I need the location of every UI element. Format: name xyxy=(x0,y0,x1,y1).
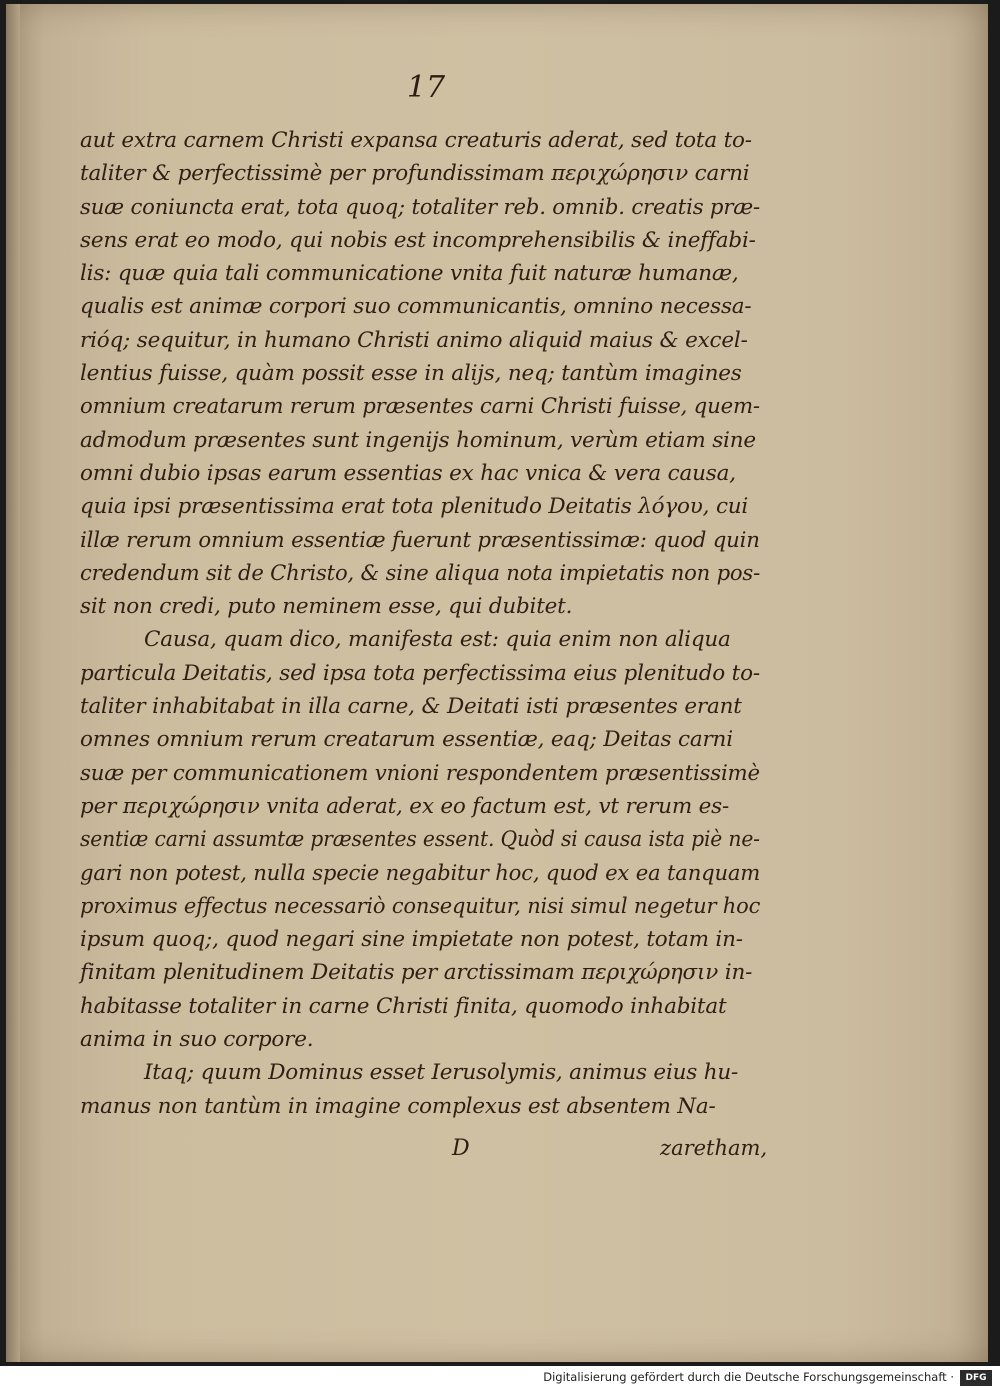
digitization-footer xyxy=(0,1366,1000,1390)
text-line: particula Deitatis, sed ipsa tota perfectissima eius plenitudo to- xyxy=(80,660,760,686)
text-line: sens erat eo modo, qui nobis est incomprehensibilis & ineffabi- xyxy=(80,227,756,253)
body-text xyxy=(80,124,760,1123)
text-line: taliter inhabitabat in illa carne, & Deitati isti præsentes erant xyxy=(80,694,742,720)
page-number: 17 xyxy=(406,70,446,105)
text-line: ipsum quoq;, quod negari sine impietate non potest, totam in- xyxy=(80,927,743,953)
text-line: proximus effectus necessariò consequitur, nisi simul negetur hoc xyxy=(80,893,761,919)
text-line: quia ipsi præsentissima erat tota plenitudo Deitatis λόγου, cui xyxy=(80,494,749,520)
text-line: rióq; sequitur, in humano Christi animo aliquid maius & excel- xyxy=(80,327,748,353)
text-line: sentiæ carni assumtæ præsentes essent. Quòd si causa ista piè ne- xyxy=(80,827,760,853)
text-line: illæ rerum omnium essentiæ fuerunt præsentissimæ: quod quin xyxy=(80,527,760,553)
text-line: manus non tantùm in imagine complexus est absentem Na- xyxy=(80,1093,716,1119)
text-line: finitam plenitudinem Deitatis per arctissimam περιχώρησιν in- xyxy=(80,960,753,986)
text-line: qualis est animæ corpori suo communicantis, omnino necessa- xyxy=(80,294,752,320)
signature-mark: D xyxy=(452,1136,470,1161)
text-line: omnium creatarum rerum præsentes carni Christi fuisse, quem- xyxy=(80,394,760,420)
text-line: suæ per communicationem vnioni respondentem præsentissimè xyxy=(80,760,760,786)
text-line: sit non credi, puto neminem esse, qui dubitet. xyxy=(80,594,573,620)
text-line: Itaq; quum Dominus esset Ierusolymis, animus eius hu- xyxy=(144,1060,739,1086)
text-line: lis: quæ quia tali communicatione vnita fuit naturæ humanæ, xyxy=(80,261,739,287)
text-line: lentius fuisse, quàm possit esse in alijs, neq; tantùm imagines xyxy=(80,361,742,387)
text-line: anima in suo corpore. xyxy=(80,1027,314,1053)
text-line: habitasse totaliter in carne Christi finita, quomodo inhabitat xyxy=(80,993,727,1019)
footer-credit-text: Digitalisierung gefördert durch die Deutsche Forschungsgemeinschaft · xyxy=(543,1370,954,1384)
catchword: zaretham, xyxy=(660,1136,768,1160)
text-line: per περιχώρησιν vnita aderat, ex eo factum est, vt rerum es- xyxy=(80,793,730,819)
page-bottom-marks xyxy=(0,1136,1000,1170)
text-line: suæ coniuncta erat, tota quoq; totaliter reb. omnib. creatis præ- xyxy=(80,194,760,220)
text-line: taliter & perfectissimè per profundissimam περιχώρησιν carni xyxy=(80,161,750,187)
text-line: Causa, quam dico, manifesta est: quia enim non aliqua xyxy=(144,627,731,653)
text-line: credendum sit de Christo, & sine aliqua nota impietatis non pos- xyxy=(80,560,761,586)
dfg-logo-icon: DFG xyxy=(960,1370,992,1386)
text-line: omnes omnium rerum creatarum essentiæ, eaq; Deitas carni xyxy=(80,727,733,753)
text-line: gari non potest, nulla specie negabitur hoc, quod ex ea tanquam xyxy=(80,860,761,886)
text-line: admodum præsentes sunt ingenijs hominum, verùm etiam sine xyxy=(80,427,756,453)
text-line: omni dubio ipsas earum essentias ex hac vnica & vera causa, xyxy=(80,460,736,486)
text-line: aut extra carnem Christi expansa creaturis aderat, sed tota to- xyxy=(80,128,752,153)
